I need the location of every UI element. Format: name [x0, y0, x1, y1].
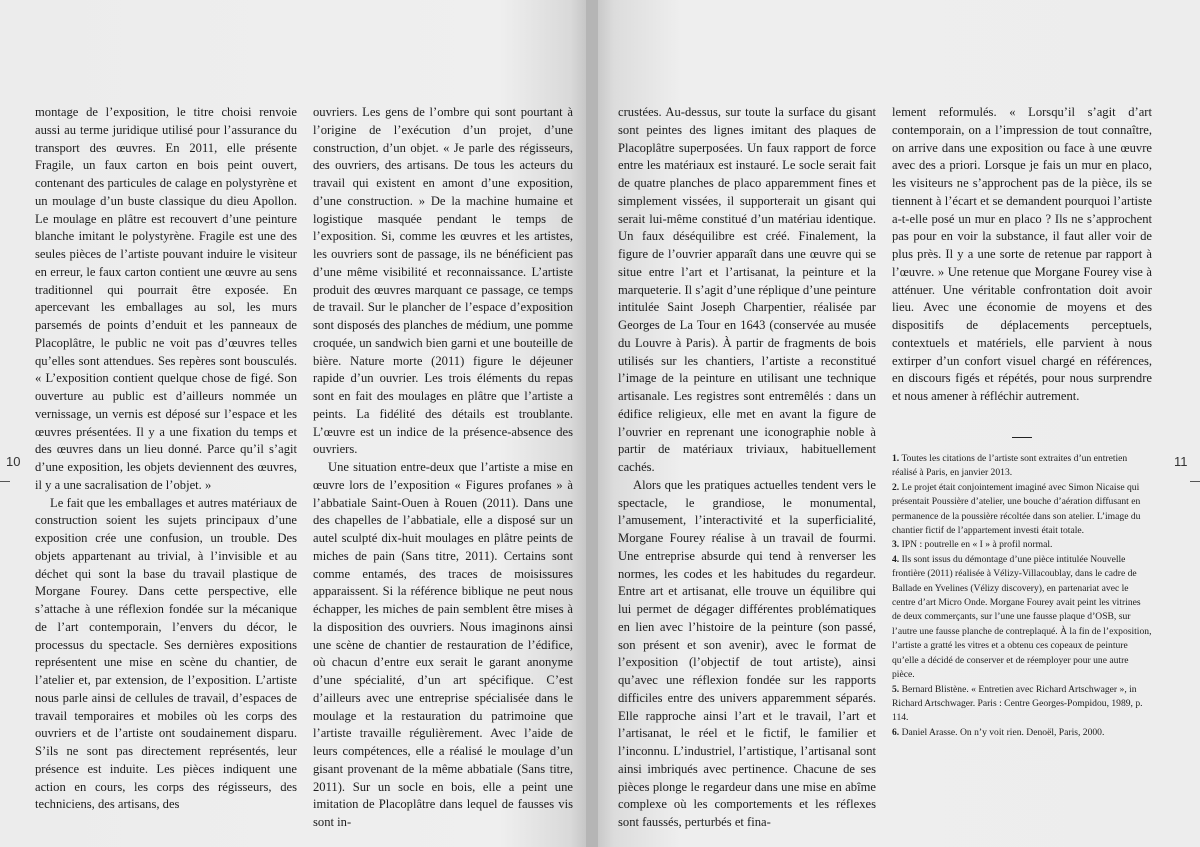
footnote-number: 4.	[892, 553, 900, 565]
paragraph: Alors que les pratiques actuelles tendent vers le spectacle, le grandiose, le monumental, l’amusement, l’interactivité et la superficialité, Morgane Fourey réalise à un travail de fourmi. Une entreprise absurde qui tend à renverser les normes, les codes et les habitudes du regardeur. Entre art et artisanat, elle trouve un équilibre qui lui permet de dégager différentes problématiques en lien avec l’histoire de la peinture (son passé, son présent et son avenir), avec le format de l’exposition (l’objectif de tout artiste), ainsi qu’avec une réflexion fondée sur les rapports difficiles entre des univers apparemment séparés. Elle rapproche ainsi l’art et le travail, l’art et l’artisanat, le réel et le fictif, le familier et l’inconnu. L’industriel, l’artistique, l’artisanal sont ainsi imbriqués avec pertinence. Chacune de ses pièces plonge le regardeur dans une mise en abîme complexe où les comportements et les réflexes sont faussés, perturbés et fina-	[618, 477, 876, 829]
footnote-number: 6.	[892, 726, 900, 738]
paragraph: Le fait que les emballages et autres matériaux de construction soient les sujets principaux d’une exposition crée une confusion, un trouble. Des objets appartenant au trivial, à l’invisible et au déchet qui sont la base du travail plastique de Morgane Fourey. Dans cette perspective, elle s’attache à une réflexion fondée sur la mécanique de l’art contemporain, l’envers du décor, le processus du spectacle. Ses dernières expositions représentent une mise en scène du chantier, de l’atelier et, par extension, de l’exposition. L’artiste nous parle ainsi de cellules de travail, d’espaces de travail temporaires et mobiles où les corps des ouvriers et de l’artiste ont soudainement disparu. S’ils ne sont pas directement représentés, leur présence est induite. Les pièces indiquent une action en cours, les corps des régisseurs, des techniciens, des artisans, des	[35, 495, 297, 812]
footnote-text: IPN : poutrelle en « I » à profil normal.	[901, 539, 1053, 551]
left-page-column-2	[313, 104, 573, 832]
footnote	[892, 683, 1152, 726]
footnote-text: Daniel Arasse. On n’y voit rien. Denoël, Paris, 2000.	[901, 726, 1105, 738]
section-divider	[1012, 437, 1032, 438]
paragraph: ouvriers. Les gens de l’ombre qui sont pourtant à l’origine de l’exécution d’un projet, d’une construction, d’un objet. « Je parle des régisseurs, des ouvriers, des artisans. De tous les acteurs du travail qui existent en amont d’une exposition, d’une construction. » De la machine humaine et logistique masquée pendant le temps de l’exposition. Si, comme les œuvres et les artistes, les ouvriers sont de passage, ils ne bénéficient pas d’une même visibilité et reconnaissance. L’artiste produit des œuvres marquant ce passage, ce temps de travail. Sur le plancher de l’espace d’exposition sont disposés des planches de médium, une pomme croquée, un sandwich bien garni et une bouteille de bière. Nature morte (2011) figure le déjeuner rapide d’un ouvrier. Les trois éléments du repas sont en fait des moulages en plâtre que l’artiste a peints. La fidélité des détails est troublante. L’œuvre est un indice de la présence-absence des ouvriers.	[313, 105, 573, 457]
footnote-text: Ils sont issus du démontage d’une pièce intitulée Nouvelle frontière (2011) réalisée à Vélizy-Villacoublay, dans le cadre de Ballade en Yvelines (Vélizy discovery), en partenariat avec le centre d’art Micro Onde. Morgane Fourey avait peint les vitrines de deux commerçants, sur l’une une fausse plaque d’OSB, sur l’autre une fausse planche de contreplaqué. À la fin de l’exposition, l’artiste a gratté les vitres et a obtenu ces copeaux de peinture qu’elle a décidé de conserver et de réemployer pour une autre pièce.	[892, 553, 1152, 681]
paragraph: lement reformulés. « Lorsqu’il s’agit d’art contemporain, on a l’impression de tout connaître, on arrive dans une exposition ou face à une œuvre avec des a priori. Lorsque je fais un mur en placo, les visiteurs ne s’approchent pas de la pièce, ils se tiennent à l’écart et se demandent pourquoi l’artiste a-t-elle posé un mur en placo ? Ils ne s’approchent pas pour en voir la substance, il faut aller voir de plus près. Il y a une sorte de retenue par rapport à l’œuvre. » Une retenue que Morgane Fourey vise à atténuer. Une véritable confrontation doit avoir lieu. Avec une économie de moyens et des dispositifs de déplacements perceptuels, contextuels et matériels, elle parvient à nous extirper d’un confort visuel chargé en références, en discours figés et répétés, pour nous surprendre et nous amener à réfléchir autrement.	[892, 105, 1152, 403]
footnote	[892, 481, 1152, 539]
page-number-right: 11	[1174, 454, 1188, 469]
footnote-text: Toutes les citations de l’artiste sont extraites d’un entretien réalisé à Paris, en janvier 2013.	[892, 453, 1128, 479]
book-gutter	[586, 0, 598, 847]
paragraph: Une situation entre-deux que l’artiste a mise en œuvre lors de l’exposition « Figures profanes » à l’abbatiale Saint-Ouen à Rouen (2011). Dans une des chapelles de l’abbatiale, elle a disposé sur un autel sculpté dix-huit moulages en plâtre peints de miches de pain (Sans titre, 2011). Certains sont comme entamés, des traces de moisissures apparaissent. Si la référence biblique ne peut nous échapper, les miches de pain semblent être mises à la disposition des ouvriers. Nous imaginons ainsi une scène de chantier de restauration de l’édifice, où chacun d’entre eux serait le garant anonyme d’une spécialité, d’un art spécifique. C’est d’ailleurs avec une entreprise spécialisée dans le moulage et la restauration du patrimoine que l’artiste travaille régulièrement. Avec l’aide de leurs compétences, elle a réalisé le moulage d’un gisant provenant de la même abbatiale (Sans titre, 2011). Sur un socle en bois, elle a peint une imitation de Placoplâtre dans lequel de fausses vis sont in-	[313, 460, 573, 829]
footnote	[892, 452, 1152, 481]
paragraph: montage de l’exposition, le titre choisi renvoie aussi au terme juridique utilisé pour l’assurance du transport des œuvres. En 2011, elle présente Fragile, un faux carton en bois peint ouvert, contenant des particules de calage en polystyrène et un moulage d’un buste classique du dieu Apollon. Le moulage en plâtre est recouvert d’une peinture blanche imitant le polystyrène. Fragile est une des seules pièces de l’artiste pouvant induire le visiteur en erreur, le faux carton contient une œuvre au sens traditionnel qui pourrait être exposée. En apercevant les emballages au sol, les murs parsemés de points d’enduit et les panneaux de Placoplâtre, le public ne voit pas d’œuvres telles qu’elles sont attendues. Ses repères sont bousculés. « L’exposition contient quelque chose de figé. Son ouverture au public est d’ailleurs nommée un vernissage, un vernis est déposé sur l’espace et les œuvres présentées. Il y a une fixation du temps et des œuvres dans un lieu donné. Parce qu’il s’agit d’une exposition, les objets deviennent des œuvres, il y a une sacralisation de l’objet. »	[35, 105, 297, 492]
footnote	[892, 538, 1152, 552]
footnote-number: 3.	[892, 539, 900, 551]
footnote-text: Bernard Blistène. « Entretien avec Richard Artschwager », in Richard Artschwager. Paris : Centre Georges-Pompidou, 1989, p. 114.	[892, 683, 1143, 724]
footnote-number: 5.	[892, 683, 900, 695]
footnote-number: 2.	[892, 481, 900, 493]
footnotes	[892, 452, 1152, 740]
footnote-text: Le projet était conjointement imaginé avec Simon Nicaise qui présentait Poussière d’atelier, une bouche d’aération diffusant en permanence de la poussière récoltée dans son atelier. L’image du chantier fictif de l’appartement investi était totale.	[892, 481, 1141, 537]
footnote-number: 1.	[892, 453, 900, 464]
left-page-column-1	[35, 104, 297, 814]
right-page-column-2	[892, 104, 1152, 406]
page-number-left: 10	[6, 454, 21, 469]
footnote	[892, 726, 1152, 740]
footnote	[892, 553, 1152, 683]
paragraph: crustées. Au-dessus, sur toute la surface du gisant sont peintes des lignes imitant des plaques de Placoplâtre superposées. Un faux rapport de force entre les matériaux est instauré. Le socle serait fait de quatre planches de placo apparemment fines et simplement vissées, il supporterait un gisant qui serait lui-même constitué d’un matériau identique. Un faux déséquilibre est créé. Finalement, la figure de l’ouvrier apparaît dans une œuvre qui se situe entre l’art et l’artisanat, la peinture et la marqueterie. Il s’agit d’une réplique d’une peinture intitulée Saint Joseph Charpentier, réalisée par Georges de La Tour en 1643 (conservée au musée du Louvre à Paris). À partir de fragments de bois utilisés sur les chantiers, l’artiste a reconstitué l’image de la peinture en utilisant une technique artisanale. Les registres sont entremêlés : dans un édifice religieux, elle met en avant la figure de l’ouvrier en reprenant une iconographie noble à partir de matériaux triviaux, habituellement cachés.	[618, 105, 876, 474]
right-page-column-1	[618, 104, 876, 832]
folio-mark-right	[1190, 481, 1200, 482]
folio-mark-left	[0, 481, 10, 482]
